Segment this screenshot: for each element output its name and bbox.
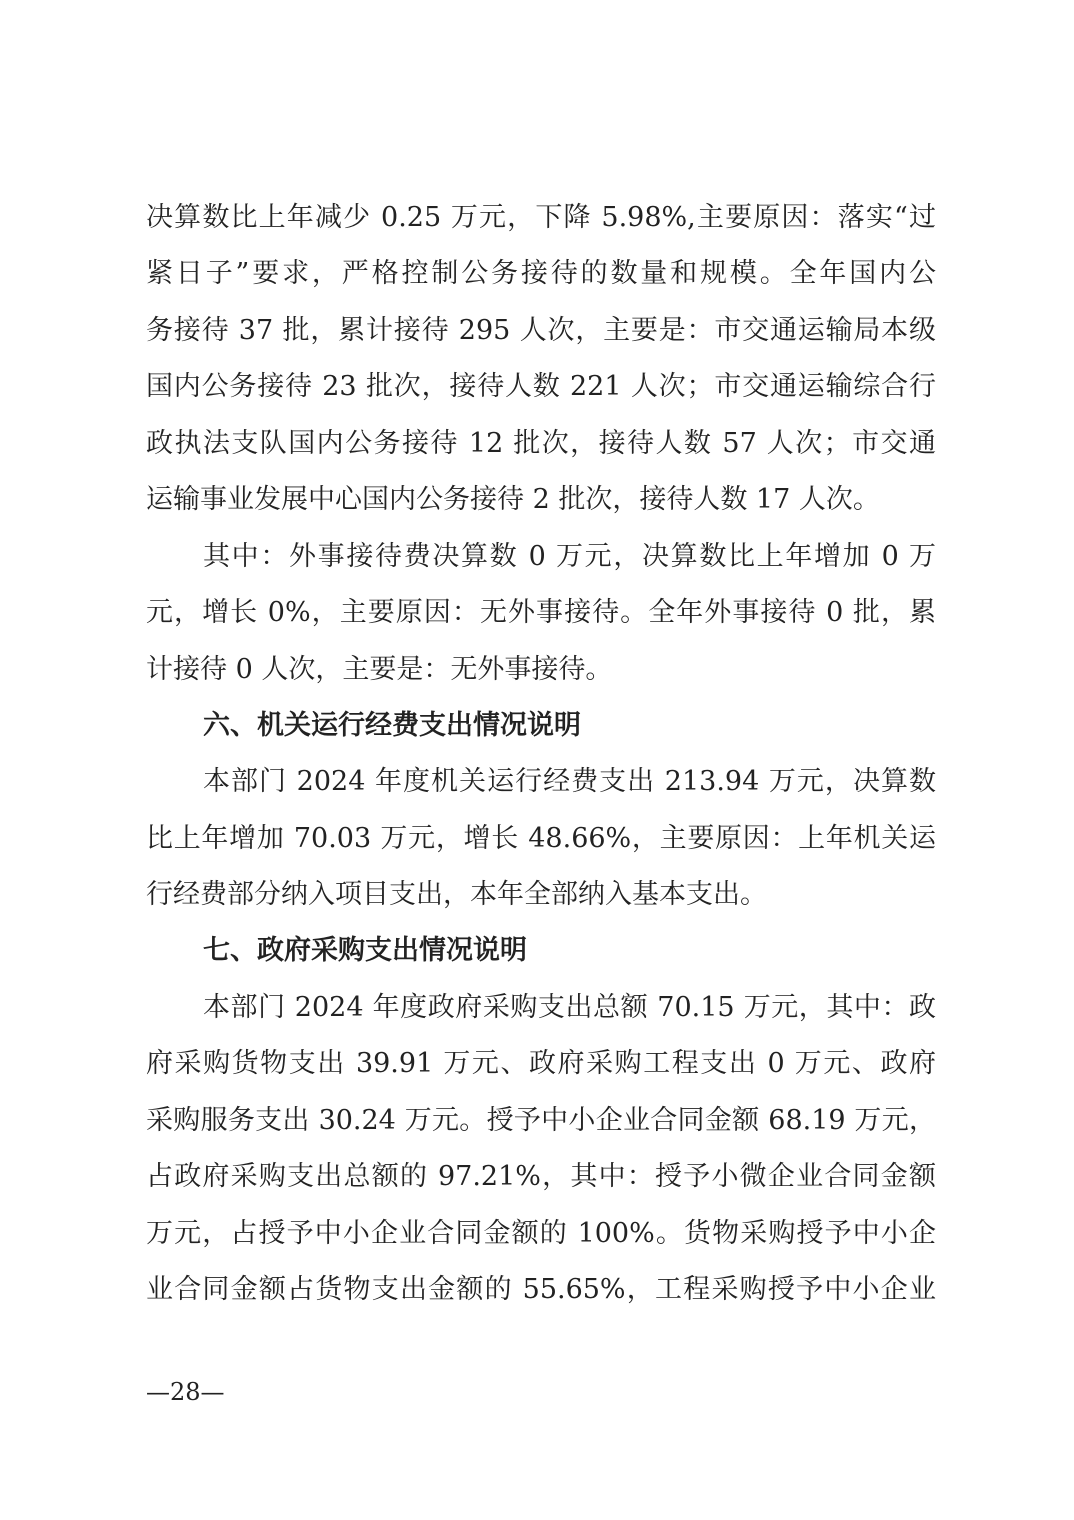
- paragraph-line: 政执法支队国内公务接待 12 批次，接待人数 57 人次；市交通: [146, 428, 936, 459]
- paragraph-line: 计接待 0 人次，主要是：无外事接待。: [146, 654, 613, 685]
- paragraph-line: 业合同金额占货物支出金额的 55.65%，工程采购授予中小企业: [146, 1274, 936, 1305]
- section-heading-7: 七、政府采购支出情况说明: [203, 935, 527, 966]
- paragraph-line: 紧日子”要求，严格控制公务接待的数量和规模。全年国内公: [146, 258, 936, 289]
- paragraph-line: 本部门 2024 年度机关运行经费支出 213.94 万元，决算数: [203, 766, 936, 797]
- paragraph-line: 运输事业发展中心国内公务接待 2 批次，接待人数 17 人次。: [146, 484, 880, 515]
- paragraph-line: 务接待 37 批，累计接待 295 人次，主要是：市交通运输局本级: [146, 315, 936, 346]
- paragraph-line: 府采购货物支出 39.91 万元、政府采购工程支出 0 万元、政府: [146, 1048, 936, 1079]
- paragraph-line: 本部门 2024 年度政府采购支出总额 70.15 万元，其中：政: [203, 992, 936, 1023]
- paragraph-line: 比上年增加 70.03 万元，增长 48.66%，主要原因：上年机关运: [146, 823, 936, 854]
- paragraph-line: 国内公务接待 23 批次，接待人数 221 人次；市交通运输综合行: [146, 371, 936, 402]
- paragraph-line: 行经费部分纳入项目支出，本年全部纳入基本支出。: [146, 879, 767, 910]
- paragraph-line: 其中：外事接待费决算数 0 万元，决算数比上年增加 0 万: [203, 541, 936, 572]
- paragraph-line: 占政府采购支出总额的 97.21%，其中：授予小微企业合同金额: [146, 1161, 936, 1192]
- paragraph-line: 元，增长 0%，主要原因：无外事接待。全年外事接待 0 批，累: [146, 597, 936, 628]
- paragraph-line: 采购服务支出 30.24 万元。授予中小企业合同金额 68.19 万元，: [146, 1105, 936, 1136]
- section-heading-6: 六、机关运行经费支出情况说明: [203, 710, 581, 741]
- paragraph-line: 万元，占授予中小企业合同金额的 100%。货物采购授予中小企: [146, 1218, 936, 1249]
- page-number: —28—: [146, 1378, 225, 1406]
- paragraph-line: 决算数比上年减少 0.25 万元，下降 5.98%,主要原因：落实“过: [146, 202, 936, 233]
